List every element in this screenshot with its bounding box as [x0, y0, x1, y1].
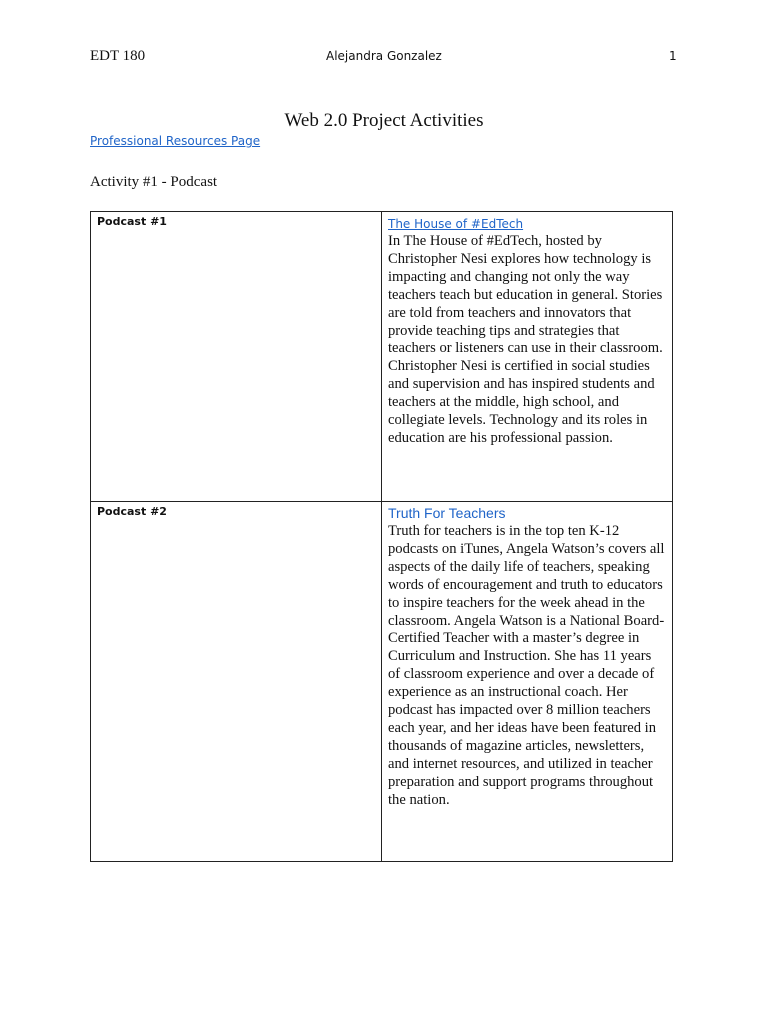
- podcast-title-link[interactable]: Truth For Teachers: [388, 505, 506, 521]
- podcast-label: Podcast #2: [91, 502, 382, 862]
- podcast-content-cell: [382, 502, 673, 862]
- table-row: [91, 502, 673, 862]
- header-course: EDT 180: [90, 48, 146, 64]
- header-page-number: 1: [669, 49, 677, 63]
- podcast-description: Truth for teachers is in the top ten K-12 podcasts on iTunes, Angela Watson’s covers all aspects of the daily life of teachers, speaking words of encouragement and truth to educators to inspire teachers for the week ahead in the classroom. Angela Watson is a National Board-Certified Teacher with a master’s degree in Curriculum and Instruction. She has 11 years of classroom experience and over a decade of experience as an instructional coach. Her podcast has impacted over 8 million teachers each year, and her ideas have been featured in thousands of magazine articles, newsletters, and internet resources, and utilized in teacher preparation and support programs throughout the nation.: [388, 523, 665, 808]
- podcast-table: [90, 211, 673, 862]
- header-author: Alejandra Gonzalez: [326, 49, 442, 63]
- podcast-label: Podcast #1: [91, 212, 382, 502]
- document-title: Web 2.0 Project Activities: [284, 110, 484, 131]
- professional-resources-link[interactable]: Professional Resources Page: [90, 134, 261, 148]
- podcast-description: In The House of #EdTech, hosted by Christopher Nesi explores how technology is impacting and changing not only the way teachers teach but education in general. Stories are told from teachers and innovators that provide teaching tips and strategies that teachers or listeners can use in their classroom. Christopher Nesi is certified in social studies and supervision and has inspired students and teachers at the middle, high school, and collegiate levels. Technology and its roles in education are his professional passion.: [388, 233, 663, 446]
- podcast-content-cell: [382, 212, 673, 502]
- activity-heading: Activity #1 - Podcast: [90, 174, 218, 190]
- table-row: [91, 212, 673, 502]
- podcast-title-link[interactable]: The House of #EdTech: [388, 217, 524, 231]
